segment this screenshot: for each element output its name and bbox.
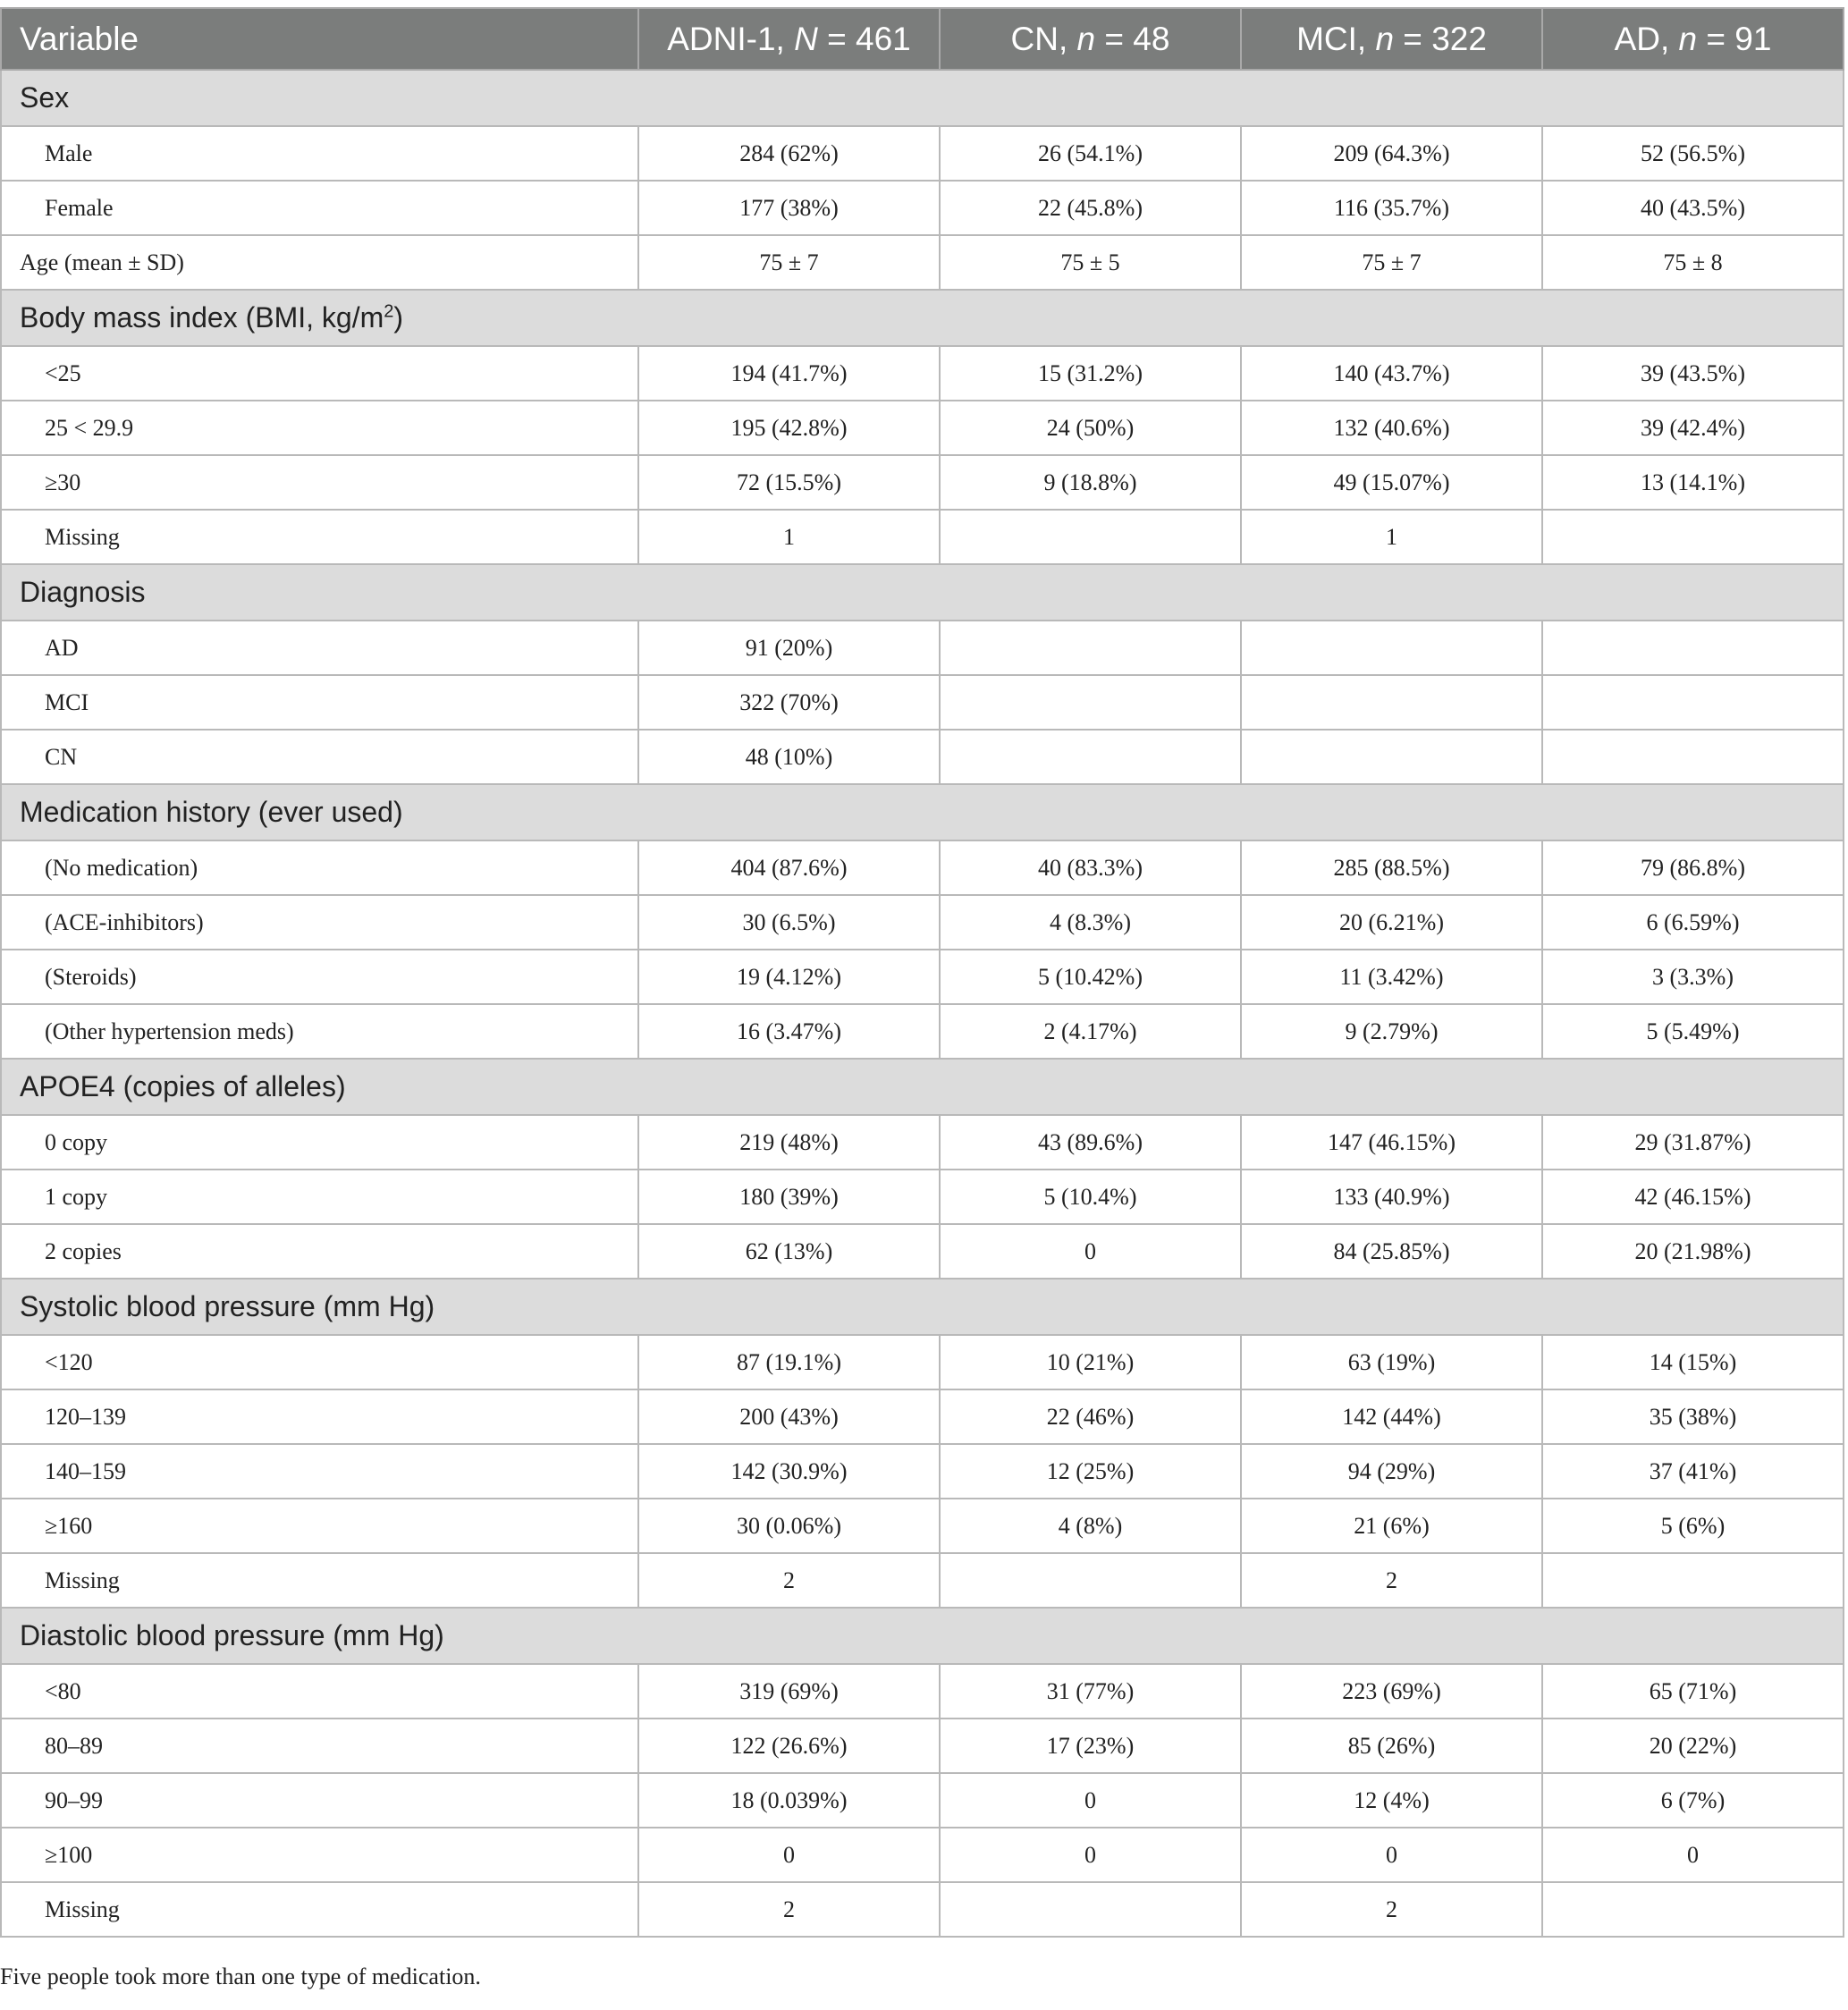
cell-adni: 18 (0.039%) — [638, 1773, 940, 1828]
cell-ad: 39 (43.5%) — [1542, 346, 1844, 401]
table-row — [1, 346, 1844, 401]
cell-ad — [1542, 510, 1844, 564]
cell-mci: 94 (29%) — [1241, 1444, 1542, 1499]
cell-mci: 140 (43.7%) — [1241, 346, 1542, 401]
cell-adni: 177 (38%) — [638, 181, 940, 235]
cell-mci: 63 (19%) — [1241, 1335, 1542, 1389]
row-label: 2 copies — [1, 1224, 638, 1279]
cell-cn — [940, 1553, 1241, 1608]
cell-cn — [940, 510, 1241, 564]
cell-mci: 116 (35.7%) — [1241, 181, 1542, 235]
row-label: ≥100 — [1, 1828, 638, 1882]
row-label: Female — [1, 181, 638, 235]
cell-adni: 1 — [638, 510, 940, 564]
table-row — [1, 510, 1844, 564]
cell-ad: 29 (31.87%) — [1542, 1115, 1844, 1170]
row-label: 90–99 — [1, 1773, 638, 1828]
cell-ad: 40 (43.5%) — [1542, 181, 1844, 235]
cell-adni: 142 (30.9%) — [638, 1444, 940, 1499]
cell-cn: 22 (46%) — [940, 1389, 1241, 1444]
table-row — [1, 1004, 1844, 1059]
cell-cn: 0 — [940, 1224, 1241, 1279]
row-label: Missing — [1, 1553, 638, 1608]
table-row — [1, 1828, 1844, 1882]
cell-ad: 6 (7%) — [1542, 1773, 1844, 1828]
cell-ad: 52 (56.5%) — [1542, 126, 1844, 181]
cell-adni: 200 (43%) — [638, 1389, 940, 1444]
cell-adni: 2 — [638, 1553, 940, 1608]
table-row — [1, 1664, 1844, 1719]
cell-cn: 4 (8%) — [940, 1499, 1241, 1553]
cell-adni: 87 (19.1%) — [638, 1335, 940, 1389]
table-row — [1, 126, 1844, 181]
row-label: ≥160 — [1, 1499, 638, 1553]
cell-mci: 2 — [1241, 1882, 1542, 1937]
header-row — [1, 8, 1844, 70]
table-row — [1, 1170, 1844, 1224]
cell-mci: 147 (46.15%) — [1241, 1115, 1542, 1170]
cell-mci: 20 (6.21%) — [1241, 895, 1542, 950]
cell-adni: 219 (48%) — [638, 1115, 940, 1170]
cell-adni: 404 (87.6%) — [638, 840, 940, 895]
table-row — [1, 730, 1844, 784]
cell-mci: 1 — [1241, 510, 1542, 564]
cell-cn: 17 (23%) — [940, 1719, 1241, 1773]
cell-ad — [1542, 621, 1844, 675]
cell-adni: 122 (26.6%) — [638, 1719, 940, 1773]
cell-cn: 2 (4.17%) — [940, 1004, 1241, 1059]
table-row — [1, 1882, 1844, 1937]
cell-ad: 5 (6%) — [1542, 1499, 1844, 1553]
cell-adni: 322 (70%) — [638, 675, 940, 730]
cell-adni: 91 (20%) — [638, 621, 940, 675]
row-label: <80 — [1, 1664, 638, 1719]
table-row — [1, 1499, 1844, 1553]
header-mci: MCI, n = 322 — [1241, 8, 1542, 70]
cell-mci: 285 (88.5%) — [1241, 840, 1542, 895]
cell-ad: 20 (22%) — [1542, 1719, 1844, 1773]
cell-adni: 19 (4.12%) — [638, 950, 940, 1004]
row-label: (Steroids) — [1, 950, 638, 1004]
cell-adni: 194 (41.7%) — [638, 346, 940, 401]
cell-mci: 223 (69%) — [1241, 1664, 1542, 1719]
section-medication — [1, 784, 1844, 840]
row-label: <120 — [1, 1335, 638, 1389]
cell-cn: 43 (89.6%) — [940, 1115, 1241, 1170]
cell-mci: 142 (44%) — [1241, 1389, 1542, 1444]
cell-ad: 14 (15%) — [1542, 1335, 1844, 1389]
cell-ad — [1542, 1882, 1844, 1937]
table-row — [1, 1553, 1844, 1608]
table-footnote: Five people took more than one type of medication. — [0, 1964, 481, 1989]
cell-cn: 0 — [940, 1773, 1241, 1828]
cell-adni: 62 (13%) — [638, 1224, 940, 1279]
cell-ad: 37 (41%) — [1542, 1444, 1844, 1499]
cell-adni: 2 — [638, 1882, 940, 1937]
table-row — [1, 1389, 1844, 1444]
row-label: Age (mean ± SD) — [1, 235, 638, 290]
cell-cn: 26 (54.1%) — [940, 126, 1241, 181]
cell-mci: 11 (3.42%) — [1241, 950, 1542, 1004]
header-variable: Variable — [1, 8, 638, 70]
section-title: APOE4 (copies of alleles) — [1, 1059, 1844, 1115]
table-row — [1, 621, 1844, 675]
cell-mci: 84 (25.85%) — [1241, 1224, 1542, 1279]
cell-cn: 4 (8.3%) — [940, 895, 1241, 950]
cell-adni: 0 — [638, 1828, 940, 1882]
section-diastolic — [1, 1608, 1844, 1664]
cell-cn — [940, 675, 1241, 730]
cell-mci — [1241, 621, 1542, 675]
row-label: ≥30 — [1, 455, 638, 510]
cell-cn: 5 (10.42%) — [940, 950, 1241, 1004]
section-title: Diagnosis — [1, 564, 1844, 621]
table-row — [1, 1773, 1844, 1828]
cell-mci: 49 (15.07%) — [1241, 455, 1542, 510]
table-row — [1, 181, 1844, 235]
cell-adni: 30 (0.06%) — [638, 1499, 940, 1553]
cell-cn: 10 (21%) — [940, 1335, 1241, 1389]
demographics-table — [0, 7, 1844, 1938]
header-adni: ADNI-1, N = 461 — [638, 8, 940, 70]
cell-cn: 15 (31.2%) — [940, 346, 1241, 401]
cell-cn: 31 (77%) — [940, 1664, 1241, 1719]
cell-ad: 5 (5.49%) — [1542, 1004, 1844, 1059]
cell-adni: 16 (3.47%) — [638, 1004, 940, 1059]
cell-ad: 6 (6.59%) — [1542, 895, 1844, 950]
cell-mci: 2 — [1241, 1553, 1542, 1608]
row-label: AD — [1, 621, 638, 675]
row-label: MCI — [1, 675, 638, 730]
cell-ad — [1542, 730, 1844, 784]
section-systolic — [1, 1279, 1844, 1335]
cell-adni: 72 (15.5%) — [638, 455, 940, 510]
section-apoe4 — [1, 1059, 1844, 1115]
cell-mci — [1241, 675, 1542, 730]
cell-ad: 39 (42.4%) — [1542, 401, 1844, 455]
row-label: 25 < 29.9 — [1, 401, 638, 455]
section-bmi — [1, 290, 1844, 346]
table-row — [1, 895, 1844, 950]
cell-ad: 20 (21.98%) — [1542, 1224, 1844, 1279]
section-title: Body mass index (BMI, $kg/m^2$) — [1, 290, 1844, 346]
table-row — [1, 235, 1844, 290]
table-row — [1, 1444, 1844, 1499]
row-label: 140–159 — [1, 1444, 638, 1499]
cell-ad: 79 (86.8%) — [1542, 840, 1844, 895]
cell-ad: 75 ± 8 — [1542, 235, 1844, 290]
cell-ad: 13 (14.1%) — [1542, 455, 1844, 510]
cell-ad — [1542, 1553, 1844, 1608]
cell-ad: 0 — [1542, 1828, 1844, 1882]
section-diagnosis — [1, 564, 1844, 621]
section-title: Medication history (ever used) — [1, 784, 1844, 840]
row-label: <25 — [1, 346, 638, 401]
cell-mci: 9 (2.79%) — [1241, 1004, 1542, 1059]
cell-mci: 75 ± 7 — [1241, 235, 1542, 290]
table-row — [1, 1719, 1844, 1773]
cell-adni: 30 (6.5%) — [638, 895, 940, 950]
cell-cn: 12 (25%) — [940, 1444, 1241, 1499]
section-sex — [1, 70, 1844, 126]
table-row — [1, 401, 1844, 455]
row-label: 1 copy — [1, 1170, 638, 1224]
row-label: Missing — [1, 1882, 638, 1937]
cell-adni: 284 (62%) — [638, 126, 940, 181]
row-label: (ACE-inhibitors) — [1, 895, 638, 950]
cell-cn: 75 ± 5 — [940, 235, 1241, 290]
cell-ad — [1542, 675, 1844, 730]
cell-cn — [940, 730, 1241, 784]
section-title: Sex — [1, 70, 1844, 126]
cell-ad: 65 (71%) — [1542, 1664, 1844, 1719]
row-label: 120–139 — [1, 1389, 638, 1444]
cell-adni: 48 (10%) — [638, 730, 940, 784]
cell-mci: 132 (40.6%) — [1241, 401, 1542, 455]
cell-cn — [940, 1882, 1241, 1937]
cell-cn: 40 (83.3%) — [940, 840, 1241, 895]
cell-ad: 35 (38%) — [1542, 1389, 1844, 1444]
cell-cn — [940, 621, 1241, 675]
cell-adni: 195 (42.8%) — [638, 401, 940, 455]
row-label: Male — [1, 126, 638, 181]
table-row — [1, 455, 1844, 510]
section-title: Diastolic blood pressure (mm Hg) — [1, 1608, 1844, 1664]
cell-mci: 12 (4%) — [1241, 1773, 1542, 1828]
cell-cn: 22 (45.8%) — [940, 181, 1241, 235]
cell-mci: 133 (40.9%) — [1241, 1170, 1542, 1224]
table-row — [1, 950, 1844, 1004]
header-ad: AD, n = 91 — [1542, 8, 1844, 70]
cell-cn: 5 (10.4%) — [940, 1170, 1241, 1224]
cell-ad: 3 (3.3%) — [1542, 950, 1844, 1004]
cell-cn: 0 — [940, 1828, 1241, 1882]
row-label: Missing — [1, 510, 638, 564]
section-title: Systolic blood pressure (mm Hg) — [1, 1279, 1844, 1335]
cell-mci: 21 (6%) — [1241, 1499, 1542, 1553]
cell-ad: 42 (46.15%) — [1542, 1170, 1844, 1224]
cell-mci — [1241, 730, 1542, 784]
row-label: 0 copy — [1, 1115, 638, 1170]
table-row — [1, 1224, 1844, 1279]
row-label: (No medication) — [1, 840, 638, 895]
cell-mci: 85 (26%) — [1241, 1719, 1542, 1773]
row-label: 80–89 — [1, 1719, 638, 1773]
row-label: (Other hypertension meds) — [1, 1004, 638, 1059]
cell-adni: 180 (39%) — [638, 1170, 940, 1224]
cell-mci: 209 (64.3%) — [1241, 126, 1542, 181]
table-row — [1, 675, 1844, 730]
row-label: CN — [1, 730, 638, 784]
table-row — [1, 1335, 1844, 1389]
cell-adni: 319 (69%) — [638, 1664, 940, 1719]
cell-adni: 75 ± 7 — [638, 235, 940, 290]
table-row — [1, 840, 1844, 895]
table-row — [1, 1115, 1844, 1170]
cell-cn: 9 (18.8%) — [940, 455, 1241, 510]
cell-cn: 24 (50%) — [940, 401, 1241, 455]
cell-mci: 0 — [1241, 1828, 1542, 1882]
header-cn: CN, n = 48 — [940, 8, 1241, 70]
